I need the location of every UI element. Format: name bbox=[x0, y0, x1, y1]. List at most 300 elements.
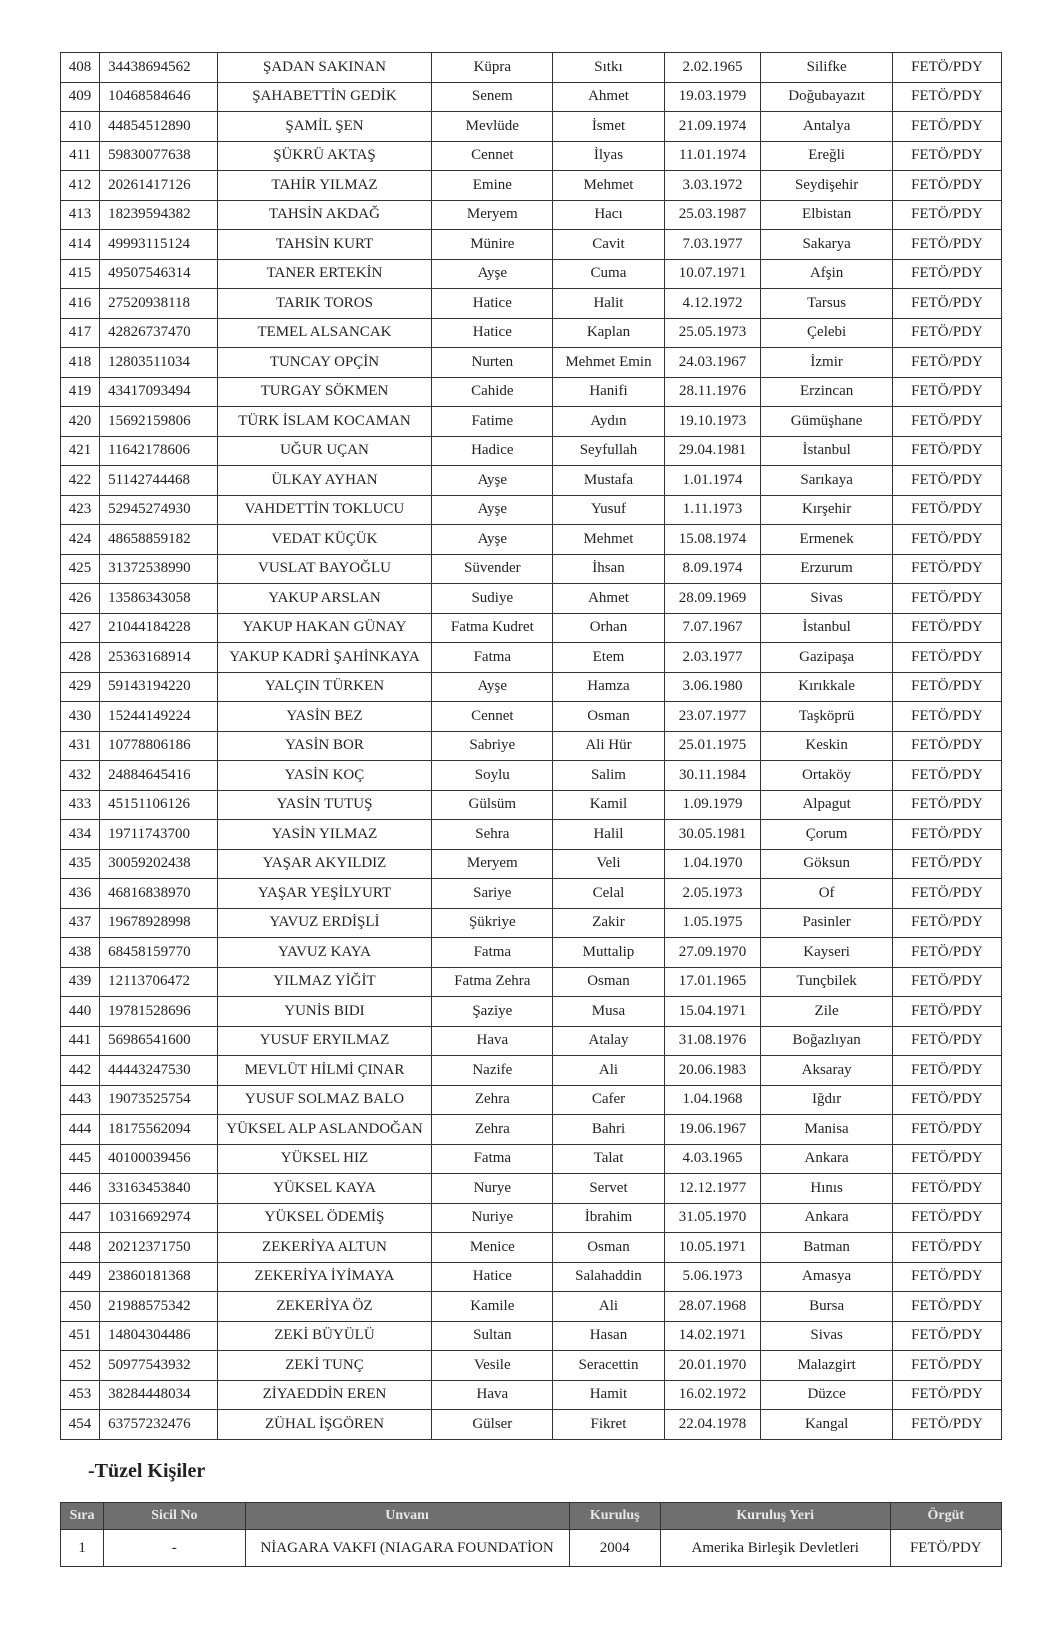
row-number-cell: 422 bbox=[61, 466, 100, 496]
birth-place-cell: Gazipaşa bbox=[761, 643, 893, 673]
birth-place-cell: Boğazlıyan bbox=[761, 1026, 893, 1056]
birth-date-cell: 5.06.1973 bbox=[664, 1262, 761, 1292]
father-name-cell: İbrahim bbox=[553, 1203, 664, 1233]
table-row bbox=[61, 348, 1002, 378]
row-number-cell: 451 bbox=[61, 1321, 100, 1351]
persons-table-body bbox=[61, 53, 1002, 1440]
birth-date-cell: 10.05.1971 bbox=[664, 1233, 761, 1263]
row-number-cell: 408 bbox=[61, 53, 100, 83]
birth-place-cell: Gümüşhane bbox=[761, 407, 893, 437]
birth-place-cell: Amasya bbox=[761, 1262, 893, 1292]
father-name-cell: Salim bbox=[553, 761, 664, 791]
birth-date-cell: 1.11.1973 bbox=[664, 495, 761, 525]
father-name-cell: Osman bbox=[553, 702, 664, 732]
row-number-cell: 413 bbox=[61, 200, 100, 230]
birth-date-cell: 20.01.1970 bbox=[664, 1351, 761, 1381]
mother-name-cell: Hatice bbox=[432, 1262, 553, 1292]
organization-cell: FETÖ/PDY bbox=[892, 1292, 1001, 1322]
mother-name-cell: Sudiye bbox=[432, 584, 553, 614]
father-name-cell: Cafer bbox=[553, 1085, 664, 1115]
organization-cell: FETÖ/PDY bbox=[892, 613, 1001, 643]
birth-date-cell: 8.09.1974 bbox=[664, 554, 761, 584]
mother-name-cell: Hava bbox=[432, 1380, 553, 1410]
row-number-cell: 420 bbox=[61, 407, 100, 437]
mother-name-cell: Nazife bbox=[432, 1056, 553, 1086]
full-name-cell: VEDAT KÜÇÜK bbox=[217, 525, 432, 555]
father-name-cell: Mustafa bbox=[553, 466, 664, 496]
birth-place-cell: Göksun bbox=[761, 849, 893, 879]
father-name-cell: Kaplan bbox=[553, 318, 664, 348]
tc-number-cell: 33163453840 bbox=[100, 1174, 217, 1204]
tc-number-cell: 38284448034 bbox=[100, 1380, 217, 1410]
father-name-cell: Muttalip bbox=[553, 938, 664, 968]
birth-place-cell: Afşin bbox=[761, 259, 893, 289]
birth-date-cell: 29.04.1981 bbox=[664, 436, 761, 466]
birth-place-cell: Tunçbilek bbox=[761, 967, 893, 997]
birth-place-cell: Sivas bbox=[761, 1321, 893, 1351]
row-number-cell: 418 bbox=[61, 348, 100, 378]
mother-name-cell: Mevlüde bbox=[432, 112, 553, 142]
organization-cell: FETÖ/PDY bbox=[892, 1174, 1001, 1204]
row-number-cell: 449 bbox=[61, 1262, 100, 1292]
birth-place-cell: Batman bbox=[761, 1233, 893, 1263]
table-row bbox=[61, 407, 1002, 437]
full-name-cell: ZEKERİYA İYİMAYA bbox=[217, 1262, 432, 1292]
father-name-cell: Halil bbox=[553, 820, 664, 850]
table-row bbox=[61, 967, 1002, 997]
mother-name-cell: Şaziye bbox=[432, 997, 553, 1027]
full-name-cell: YAKUP HAKAN GÜNAY bbox=[217, 613, 432, 643]
birth-date-cell: 12.12.1977 bbox=[664, 1174, 761, 1204]
tc-number-cell: 19711743700 bbox=[100, 820, 217, 850]
mother-name-cell: Sabriye bbox=[432, 731, 553, 761]
row-number-cell: 435 bbox=[61, 849, 100, 879]
father-name-cell: Fikret bbox=[553, 1410, 664, 1440]
tc-number-cell: 49993115124 bbox=[100, 230, 217, 260]
father-name-cell: Musa bbox=[553, 997, 664, 1027]
birth-place-cell: Silifke bbox=[761, 53, 893, 83]
organization-cell: FETÖ/PDY bbox=[892, 230, 1001, 260]
birth-place-cell: Sarıkaya bbox=[761, 466, 893, 496]
tc-number-cell: 18175562094 bbox=[100, 1115, 217, 1145]
row-number-cell: 416 bbox=[61, 289, 100, 319]
organization-cell: FETÖ/PDY bbox=[892, 643, 1001, 673]
table-row bbox=[61, 1115, 1002, 1145]
row-number-cell: 427 bbox=[61, 613, 100, 643]
tc-number-cell: 21988575342 bbox=[100, 1292, 217, 1322]
birth-date-cell: 27.09.1970 bbox=[664, 938, 761, 968]
table-row bbox=[61, 790, 1002, 820]
birth-date-cell: 14.02.1971 bbox=[664, 1321, 761, 1351]
father-name-cell: Hamit bbox=[553, 1380, 664, 1410]
tc-number-cell: 21044184228 bbox=[100, 613, 217, 643]
birth-place-cell: Elbistan bbox=[761, 200, 893, 230]
tc-number-cell: 15244149224 bbox=[100, 702, 217, 732]
father-name-cell: İhsan bbox=[553, 554, 664, 584]
birth-place-cell: Erzurum bbox=[761, 554, 893, 584]
full-name-cell: YUNİS BIDI bbox=[217, 997, 432, 1027]
full-name-cell: TAHSİN AKDAĞ bbox=[217, 200, 432, 230]
birth-date-cell: 31.05.1970 bbox=[664, 1203, 761, 1233]
table-row bbox=[61, 1085, 1002, 1115]
father-name-cell: Kamil bbox=[553, 790, 664, 820]
table-row bbox=[61, 82, 1002, 112]
table-row bbox=[61, 1144, 1002, 1174]
organization-cell: FETÖ/PDY bbox=[892, 259, 1001, 289]
birth-place-cell: Bursa bbox=[761, 1292, 893, 1322]
organization-cell: FETÖ/PDY bbox=[892, 1144, 1001, 1174]
birth-place-cell: İstanbul bbox=[761, 436, 893, 466]
row-number-cell: 443 bbox=[61, 1085, 100, 1115]
table-row bbox=[61, 1026, 1002, 1056]
entity-orgut: FETÖ/PDY bbox=[890, 1530, 1001, 1567]
mother-name-cell: Fatma bbox=[432, 1144, 553, 1174]
tc-number-cell: 12113706472 bbox=[100, 967, 217, 997]
tc-number-cell: 19678928998 bbox=[100, 908, 217, 938]
row-number-cell: 419 bbox=[61, 377, 100, 407]
full-name-cell: YASİN YILMAZ bbox=[217, 820, 432, 850]
organization-cell: FETÖ/PDY bbox=[892, 938, 1001, 968]
birth-date-cell: 31.08.1976 bbox=[664, 1026, 761, 1056]
birth-place-cell: Çorum bbox=[761, 820, 893, 850]
birth-place-cell: Iğdır bbox=[761, 1085, 893, 1115]
full-name-cell: ZEKERİYA ÖZ bbox=[217, 1292, 432, 1322]
mother-name-cell: Fatma Kudret bbox=[432, 613, 553, 643]
birth-date-cell: 16.02.1972 bbox=[664, 1380, 761, 1410]
birth-date-cell: 1.05.1975 bbox=[664, 908, 761, 938]
father-name-cell: Osman bbox=[553, 1233, 664, 1263]
organization-cell: FETÖ/PDY bbox=[892, 112, 1001, 142]
full-name-cell: TAHSİN KURT bbox=[217, 230, 432, 260]
father-name-cell: Orhan bbox=[553, 613, 664, 643]
birth-date-cell: 4.12.1972 bbox=[664, 289, 761, 319]
father-name-cell: İsmet bbox=[553, 112, 664, 142]
organization-cell: FETÖ/PDY bbox=[892, 436, 1001, 466]
organization-cell: FETÖ/PDY bbox=[892, 702, 1001, 732]
organization-cell: FETÖ/PDY bbox=[892, 1056, 1001, 1086]
full-name-cell: YILMAZ YİĞİT bbox=[217, 967, 432, 997]
mother-name-cell: Fatma Zehra bbox=[432, 967, 553, 997]
father-name-cell: Salahaddin bbox=[553, 1262, 664, 1292]
birth-place-cell: Çelebi bbox=[761, 318, 893, 348]
full-name-cell: ZÜHAL İŞGÖREN bbox=[217, 1410, 432, 1440]
organization-cell: FETÖ/PDY bbox=[892, 200, 1001, 230]
birth-date-cell: 20.06.1983 bbox=[664, 1056, 761, 1086]
birth-place-cell: Pasinler bbox=[761, 908, 893, 938]
table-row bbox=[61, 731, 1002, 761]
tc-number-cell: 48658859182 bbox=[100, 525, 217, 555]
mother-name-cell: Cahide bbox=[432, 377, 553, 407]
row-number-cell: 454 bbox=[61, 1410, 100, 1440]
tc-number-cell: 23860181368 bbox=[100, 1262, 217, 1292]
tc-number-cell: 40100039456 bbox=[100, 1144, 217, 1174]
organization-cell: FETÖ/PDY bbox=[892, 1351, 1001, 1381]
birth-place-cell: Ortaköy bbox=[761, 761, 893, 791]
table-row bbox=[61, 879, 1002, 909]
tc-number-cell: 59143194220 bbox=[100, 672, 217, 702]
table-row bbox=[61, 554, 1002, 584]
birth-place-cell: İzmir bbox=[761, 348, 893, 378]
mother-name-cell: Sehra bbox=[432, 820, 553, 850]
table-row bbox=[61, 1262, 1002, 1292]
organization-cell: FETÖ/PDY bbox=[892, 761, 1001, 791]
table-row bbox=[61, 997, 1002, 1027]
birth-date-cell: 28.07.1968 bbox=[664, 1292, 761, 1322]
mother-name-cell: Cennet bbox=[432, 141, 553, 171]
mother-name-cell: Sultan bbox=[432, 1321, 553, 1351]
full-name-cell: MEVLÜT HİLMİ ÇINAR bbox=[217, 1056, 432, 1086]
full-name-cell: ZİYAEDDİN EREN bbox=[217, 1380, 432, 1410]
row-number-cell: 414 bbox=[61, 230, 100, 260]
tc-number-cell: 14804304486 bbox=[100, 1321, 217, 1351]
full-name-cell: YAVUZ KAYA bbox=[217, 938, 432, 968]
tc-number-cell: 20212371750 bbox=[100, 1233, 217, 1263]
organization-cell: FETÖ/PDY bbox=[892, 554, 1001, 584]
birth-date-cell: 3.03.1972 bbox=[664, 171, 761, 201]
section-title: -Tüzel Kişiler bbox=[88, 1460, 206, 1482]
header-sira: Sıra bbox=[61, 1503, 104, 1530]
full-name-cell: YAŞAR AKYILDIZ bbox=[217, 849, 432, 879]
organization-cell: FETÖ/PDY bbox=[892, 1085, 1001, 1115]
birth-date-cell: 30.05.1981 bbox=[664, 820, 761, 850]
birth-date-cell: 24.03.1967 bbox=[664, 348, 761, 378]
birth-date-cell: 1.04.1968 bbox=[664, 1085, 761, 1115]
table-row bbox=[61, 1203, 1002, 1233]
birth-place-cell: Doğubayazıt bbox=[761, 82, 893, 112]
tc-number-cell: 30059202438 bbox=[100, 849, 217, 879]
mother-name-cell: Hadice bbox=[432, 436, 553, 466]
organization-cell: FETÖ/PDY bbox=[892, 289, 1001, 319]
father-name-cell: Seracettin bbox=[553, 1351, 664, 1381]
birth-date-cell: 17.01.1965 bbox=[664, 967, 761, 997]
mother-name-cell: Meryem bbox=[432, 200, 553, 230]
row-number-cell: 452 bbox=[61, 1351, 100, 1381]
organization-cell: FETÖ/PDY bbox=[892, 1026, 1001, 1056]
birth-place-cell: Aksaray bbox=[761, 1056, 893, 1086]
mother-name-cell: Kamile bbox=[432, 1292, 553, 1322]
row-number-cell: 423 bbox=[61, 495, 100, 525]
birth-date-cell: 7.07.1967 bbox=[664, 613, 761, 643]
tc-number-cell: 25363168914 bbox=[100, 643, 217, 673]
birth-date-cell: 28.09.1969 bbox=[664, 584, 761, 614]
father-name-cell: Hamza bbox=[553, 672, 664, 702]
tc-number-cell: 24884645416 bbox=[100, 761, 217, 791]
row-number-cell: 437 bbox=[61, 908, 100, 938]
mother-name-cell: Ayşe bbox=[432, 672, 553, 702]
table-row bbox=[61, 613, 1002, 643]
row-number-cell: 453 bbox=[61, 1380, 100, 1410]
tc-number-cell: 27520938118 bbox=[100, 289, 217, 319]
mother-name-cell: Meryem bbox=[432, 849, 553, 879]
row-number-cell: 432 bbox=[61, 761, 100, 791]
mother-name-cell: Ayşe bbox=[432, 466, 553, 496]
organization-cell: FETÖ/PDY bbox=[892, 1262, 1001, 1292]
row-number-cell: 424 bbox=[61, 525, 100, 555]
header-sicil-no: Sicil No bbox=[104, 1503, 245, 1530]
entity-kurulus: 2004 bbox=[569, 1530, 660, 1567]
table-row bbox=[61, 1233, 1002, 1263]
full-name-cell: ŞADAN SAKINAN bbox=[217, 53, 432, 83]
birth-date-cell: 11.01.1974 bbox=[664, 141, 761, 171]
full-name-cell: YUSUF ERYILMAZ bbox=[217, 1026, 432, 1056]
row-number-cell: 450 bbox=[61, 1292, 100, 1322]
table-row bbox=[61, 141, 1002, 171]
father-name-cell: Ahmet bbox=[553, 584, 664, 614]
mother-name-cell: Gülser bbox=[432, 1410, 553, 1440]
birth-place-cell: İstanbul bbox=[761, 613, 893, 643]
full-name-cell: YÜKSEL KAYA bbox=[217, 1174, 432, 1204]
organization-cell: FETÖ/PDY bbox=[892, 1410, 1001, 1440]
mother-name-cell: Hatice bbox=[432, 289, 553, 319]
full-name-cell: YÜKSEL ÖDEMİŞ bbox=[217, 1203, 432, 1233]
father-name-cell: Servet bbox=[553, 1174, 664, 1204]
full-name-cell: ŞAHABETTİN GEDİK bbox=[217, 82, 432, 112]
organization-cell: FETÖ/PDY bbox=[892, 318, 1001, 348]
father-name-cell: Bahri bbox=[553, 1115, 664, 1145]
birth-place-cell: Taşköprü bbox=[761, 702, 893, 732]
header-unvani: Unvanı bbox=[245, 1503, 569, 1530]
mother-name-cell: Menice bbox=[432, 1233, 553, 1263]
father-name-cell: İlyas bbox=[553, 141, 664, 171]
birth-date-cell: 2.03.1977 bbox=[664, 643, 761, 673]
row-number-cell: 429 bbox=[61, 672, 100, 702]
mother-name-cell: Zehra bbox=[432, 1115, 553, 1145]
full-name-cell: YAKUP ARSLAN bbox=[217, 584, 432, 614]
birth-place-cell: Antalya bbox=[761, 112, 893, 142]
birth-date-cell: 3.06.1980 bbox=[664, 672, 761, 702]
mother-name-cell: Küpra bbox=[432, 53, 553, 83]
table-row bbox=[61, 1056, 1002, 1086]
birth-place-cell: Ankara bbox=[761, 1203, 893, 1233]
organization-cell: FETÖ/PDY bbox=[892, 53, 1001, 83]
full-name-cell: ZEKİ TUNÇ bbox=[217, 1351, 432, 1381]
birth-date-cell: 21.09.1974 bbox=[664, 112, 761, 142]
entity-kurulus-yeri: Amerika Birleşik Devletleri bbox=[660, 1530, 890, 1567]
father-name-cell: Hacı bbox=[553, 200, 664, 230]
organization-cell: FETÖ/PDY bbox=[892, 377, 1001, 407]
birth-date-cell: 19.03.1979 bbox=[664, 82, 761, 112]
organization-cell: FETÖ/PDY bbox=[892, 407, 1001, 437]
row-number-cell: 426 bbox=[61, 584, 100, 614]
table-row bbox=[61, 377, 1002, 407]
mother-name-cell: Şükriye bbox=[432, 908, 553, 938]
organization-cell: FETÖ/PDY bbox=[892, 525, 1001, 555]
full-name-cell: UĞUR UÇAN bbox=[217, 436, 432, 466]
birth-place-cell: Ereğli bbox=[761, 141, 893, 171]
row-number-cell: 447 bbox=[61, 1203, 100, 1233]
birth-place-cell: Erzincan bbox=[761, 377, 893, 407]
table-row bbox=[61, 289, 1002, 319]
table-row bbox=[61, 820, 1002, 850]
organization-cell: FETÖ/PDY bbox=[892, 1115, 1001, 1145]
table-row bbox=[61, 259, 1002, 289]
tc-number-cell: 50977543932 bbox=[100, 1351, 217, 1381]
father-name-cell: Ahmet bbox=[553, 82, 664, 112]
tc-number-cell: 44854512890 bbox=[100, 112, 217, 142]
organization-cell: FETÖ/PDY bbox=[892, 495, 1001, 525]
mother-name-cell: Ayşe bbox=[432, 495, 553, 525]
full-name-cell: ÜLKAY AYHAN bbox=[217, 466, 432, 496]
birth-place-cell: Hınıs bbox=[761, 1174, 893, 1204]
birth-place-cell: Alpagut bbox=[761, 790, 893, 820]
table-row bbox=[61, 466, 1002, 496]
tc-number-cell: 63757232476 bbox=[100, 1410, 217, 1440]
table-row bbox=[61, 1410, 1002, 1440]
organization-cell: FETÖ/PDY bbox=[892, 141, 1001, 171]
tc-number-cell: 46816838970 bbox=[100, 879, 217, 909]
birth-date-cell: 25.05.1973 bbox=[664, 318, 761, 348]
table-row bbox=[61, 318, 1002, 348]
header-orgut: Örgüt bbox=[890, 1503, 1001, 1530]
father-name-cell: Halit bbox=[553, 289, 664, 319]
tc-number-cell: 31372538990 bbox=[100, 554, 217, 584]
full-name-cell: TURGAY SÖKMEN bbox=[217, 377, 432, 407]
birth-date-cell: 28.11.1976 bbox=[664, 377, 761, 407]
birth-date-cell: 10.07.1971 bbox=[664, 259, 761, 289]
row-number-cell: 430 bbox=[61, 702, 100, 732]
full-name-cell: YASİN BOR bbox=[217, 731, 432, 761]
full-name-cell: TANER ERTEKİN bbox=[217, 259, 432, 289]
tc-number-cell: 44443247530 bbox=[100, 1056, 217, 1086]
birth-date-cell: 7.03.1977 bbox=[664, 230, 761, 260]
full-name-cell: YUSUF SOLMAZ BALO bbox=[217, 1085, 432, 1115]
entity-sicil-no: - bbox=[104, 1530, 245, 1567]
table-row bbox=[61, 702, 1002, 732]
organization-cell: FETÖ/PDY bbox=[892, 1203, 1001, 1233]
full-name-cell: YASİN BEZ bbox=[217, 702, 432, 732]
mother-name-cell: Hatice bbox=[432, 318, 553, 348]
birth-place-cell: Kırşehir bbox=[761, 495, 893, 525]
table-row bbox=[61, 938, 1002, 968]
row-number-cell: 431 bbox=[61, 731, 100, 761]
birth-date-cell: 15.08.1974 bbox=[664, 525, 761, 555]
table-row bbox=[61, 230, 1002, 260]
birth-place-cell: Kangal bbox=[761, 1410, 893, 1440]
row-number-cell: 444 bbox=[61, 1115, 100, 1145]
tc-number-cell: 13586343058 bbox=[100, 584, 217, 614]
father-name-cell: Cuma bbox=[553, 259, 664, 289]
organization-cell: FETÖ/PDY bbox=[892, 82, 1001, 112]
header-kurulus-yeri: Kuruluş Yeri bbox=[660, 1503, 890, 1530]
table-row bbox=[61, 53, 1002, 83]
full-name-cell: YASİN KOÇ bbox=[217, 761, 432, 791]
organization-cell: FETÖ/PDY bbox=[892, 171, 1001, 201]
birth-place-cell: Manisa bbox=[761, 1115, 893, 1145]
table-row bbox=[61, 171, 1002, 201]
father-name-cell: Mehmet bbox=[553, 171, 664, 201]
full-name-cell: YÜKSEL HIZ bbox=[217, 1144, 432, 1174]
father-name-cell: Zakir bbox=[553, 908, 664, 938]
birth-date-cell: 15.04.1971 bbox=[664, 997, 761, 1027]
table-row bbox=[61, 908, 1002, 938]
mother-name-cell: Gülsüm bbox=[432, 790, 553, 820]
father-name-cell: Ali Hür bbox=[553, 731, 664, 761]
tc-number-cell: 20261417126 bbox=[100, 171, 217, 201]
father-name-cell: Mehmet Emin bbox=[553, 348, 664, 378]
father-name-cell: Atalay bbox=[553, 1026, 664, 1056]
father-name-cell: Ali bbox=[553, 1292, 664, 1322]
organization-cell: FETÖ/PDY bbox=[892, 466, 1001, 496]
birth-date-cell: 25.03.1987 bbox=[664, 200, 761, 230]
row-number-cell: 439 bbox=[61, 967, 100, 997]
mother-name-cell: Emine bbox=[432, 171, 553, 201]
row-number-cell: 438 bbox=[61, 938, 100, 968]
table-row bbox=[61, 1292, 1002, 1322]
father-name-cell: Sıtkı bbox=[553, 53, 664, 83]
header-kurulus: Kuruluş bbox=[569, 1503, 660, 1530]
birth-date-cell: 22.04.1978 bbox=[664, 1410, 761, 1440]
tc-number-cell: 11642178606 bbox=[100, 436, 217, 466]
